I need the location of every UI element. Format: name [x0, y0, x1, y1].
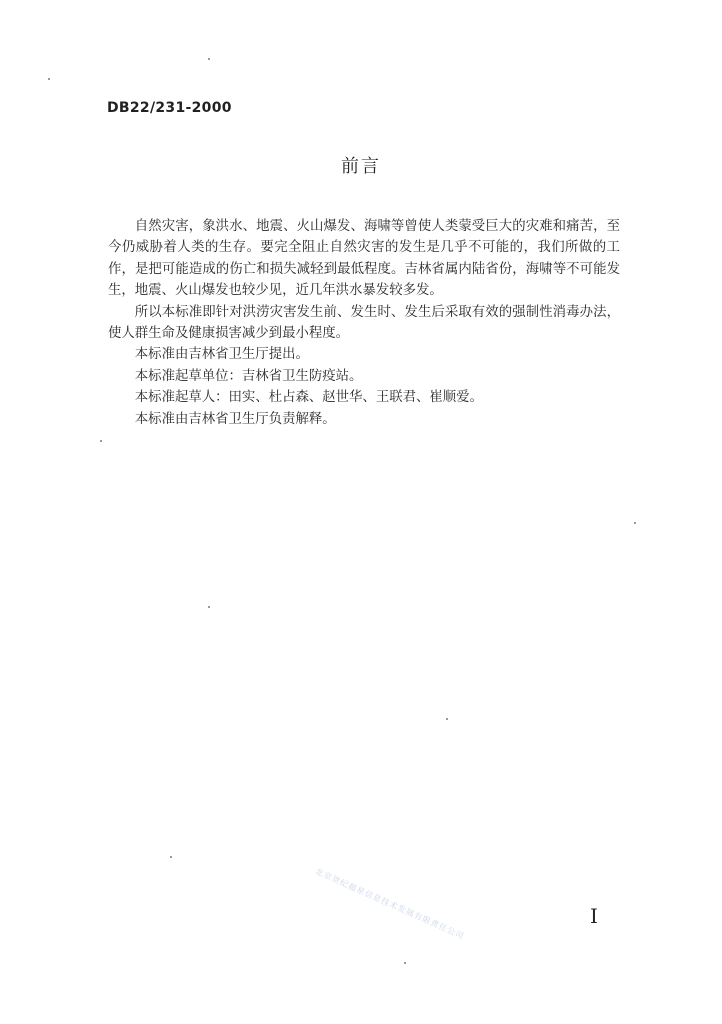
watermark: 北京世纪超星信息技术发展有限责任公司: [313, 866, 466, 942]
scan-speck: [634, 522, 636, 524]
body-text: [108, 216, 620, 430]
scan-speck: [404, 962, 406, 964]
paragraph-drafting-unit: 本标准起草单位：吉林省卫生防疫站。: [134, 368, 363, 384]
scan-speck: [100, 440, 102, 442]
scan-speck: [446, 718, 448, 720]
scan-speck: [208, 606, 210, 608]
paragraph-intro: 自然灾害，象洪水、地震、火山爆发、海啸等曾使人类蒙受巨大的灾难和痛苦，至今仍威胁着人类的生存。要完全阻止自然灾害的发生是几乎不可能的，我们所做的工作，是把可能造成的伤亡和损失减轻到最低程度。吉林省属内陆省份，海啸等不可能发生，地震、火山爆发也较少见，近几年洪水暴发较多发。: [108, 219, 620, 299]
scan-speck: [208, 58, 210, 60]
page-title: 前言: [341, 156, 381, 177]
scan-speck: [170, 856, 172, 858]
page-number: I: [590, 904, 598, 928]
standard-code: DB22/231-2000: [107, 100, 232, 116]
paragraph-purpose: 所以本标准即针对洪涝灾害发生前、发生时、发生后采取有效的强制性消毒办法，使人群生命及健康损害减少到最小程度。: [108, 304, 620, 342]
scan-speck: [48, 78, 50, 80]
paragraph-proposer: 本标准由吉林省卫生厅提出。: [134, 347, 309, 363]
paragraph-drafters: 本标准起草人：田实、杜占森、赵世华、王联君、崔顺爱。: [134, 390, 483, 406]
paragraph-interpretation: 本标准由吉林省卫生厅负责解释。: [134, 411, 336, 427]
